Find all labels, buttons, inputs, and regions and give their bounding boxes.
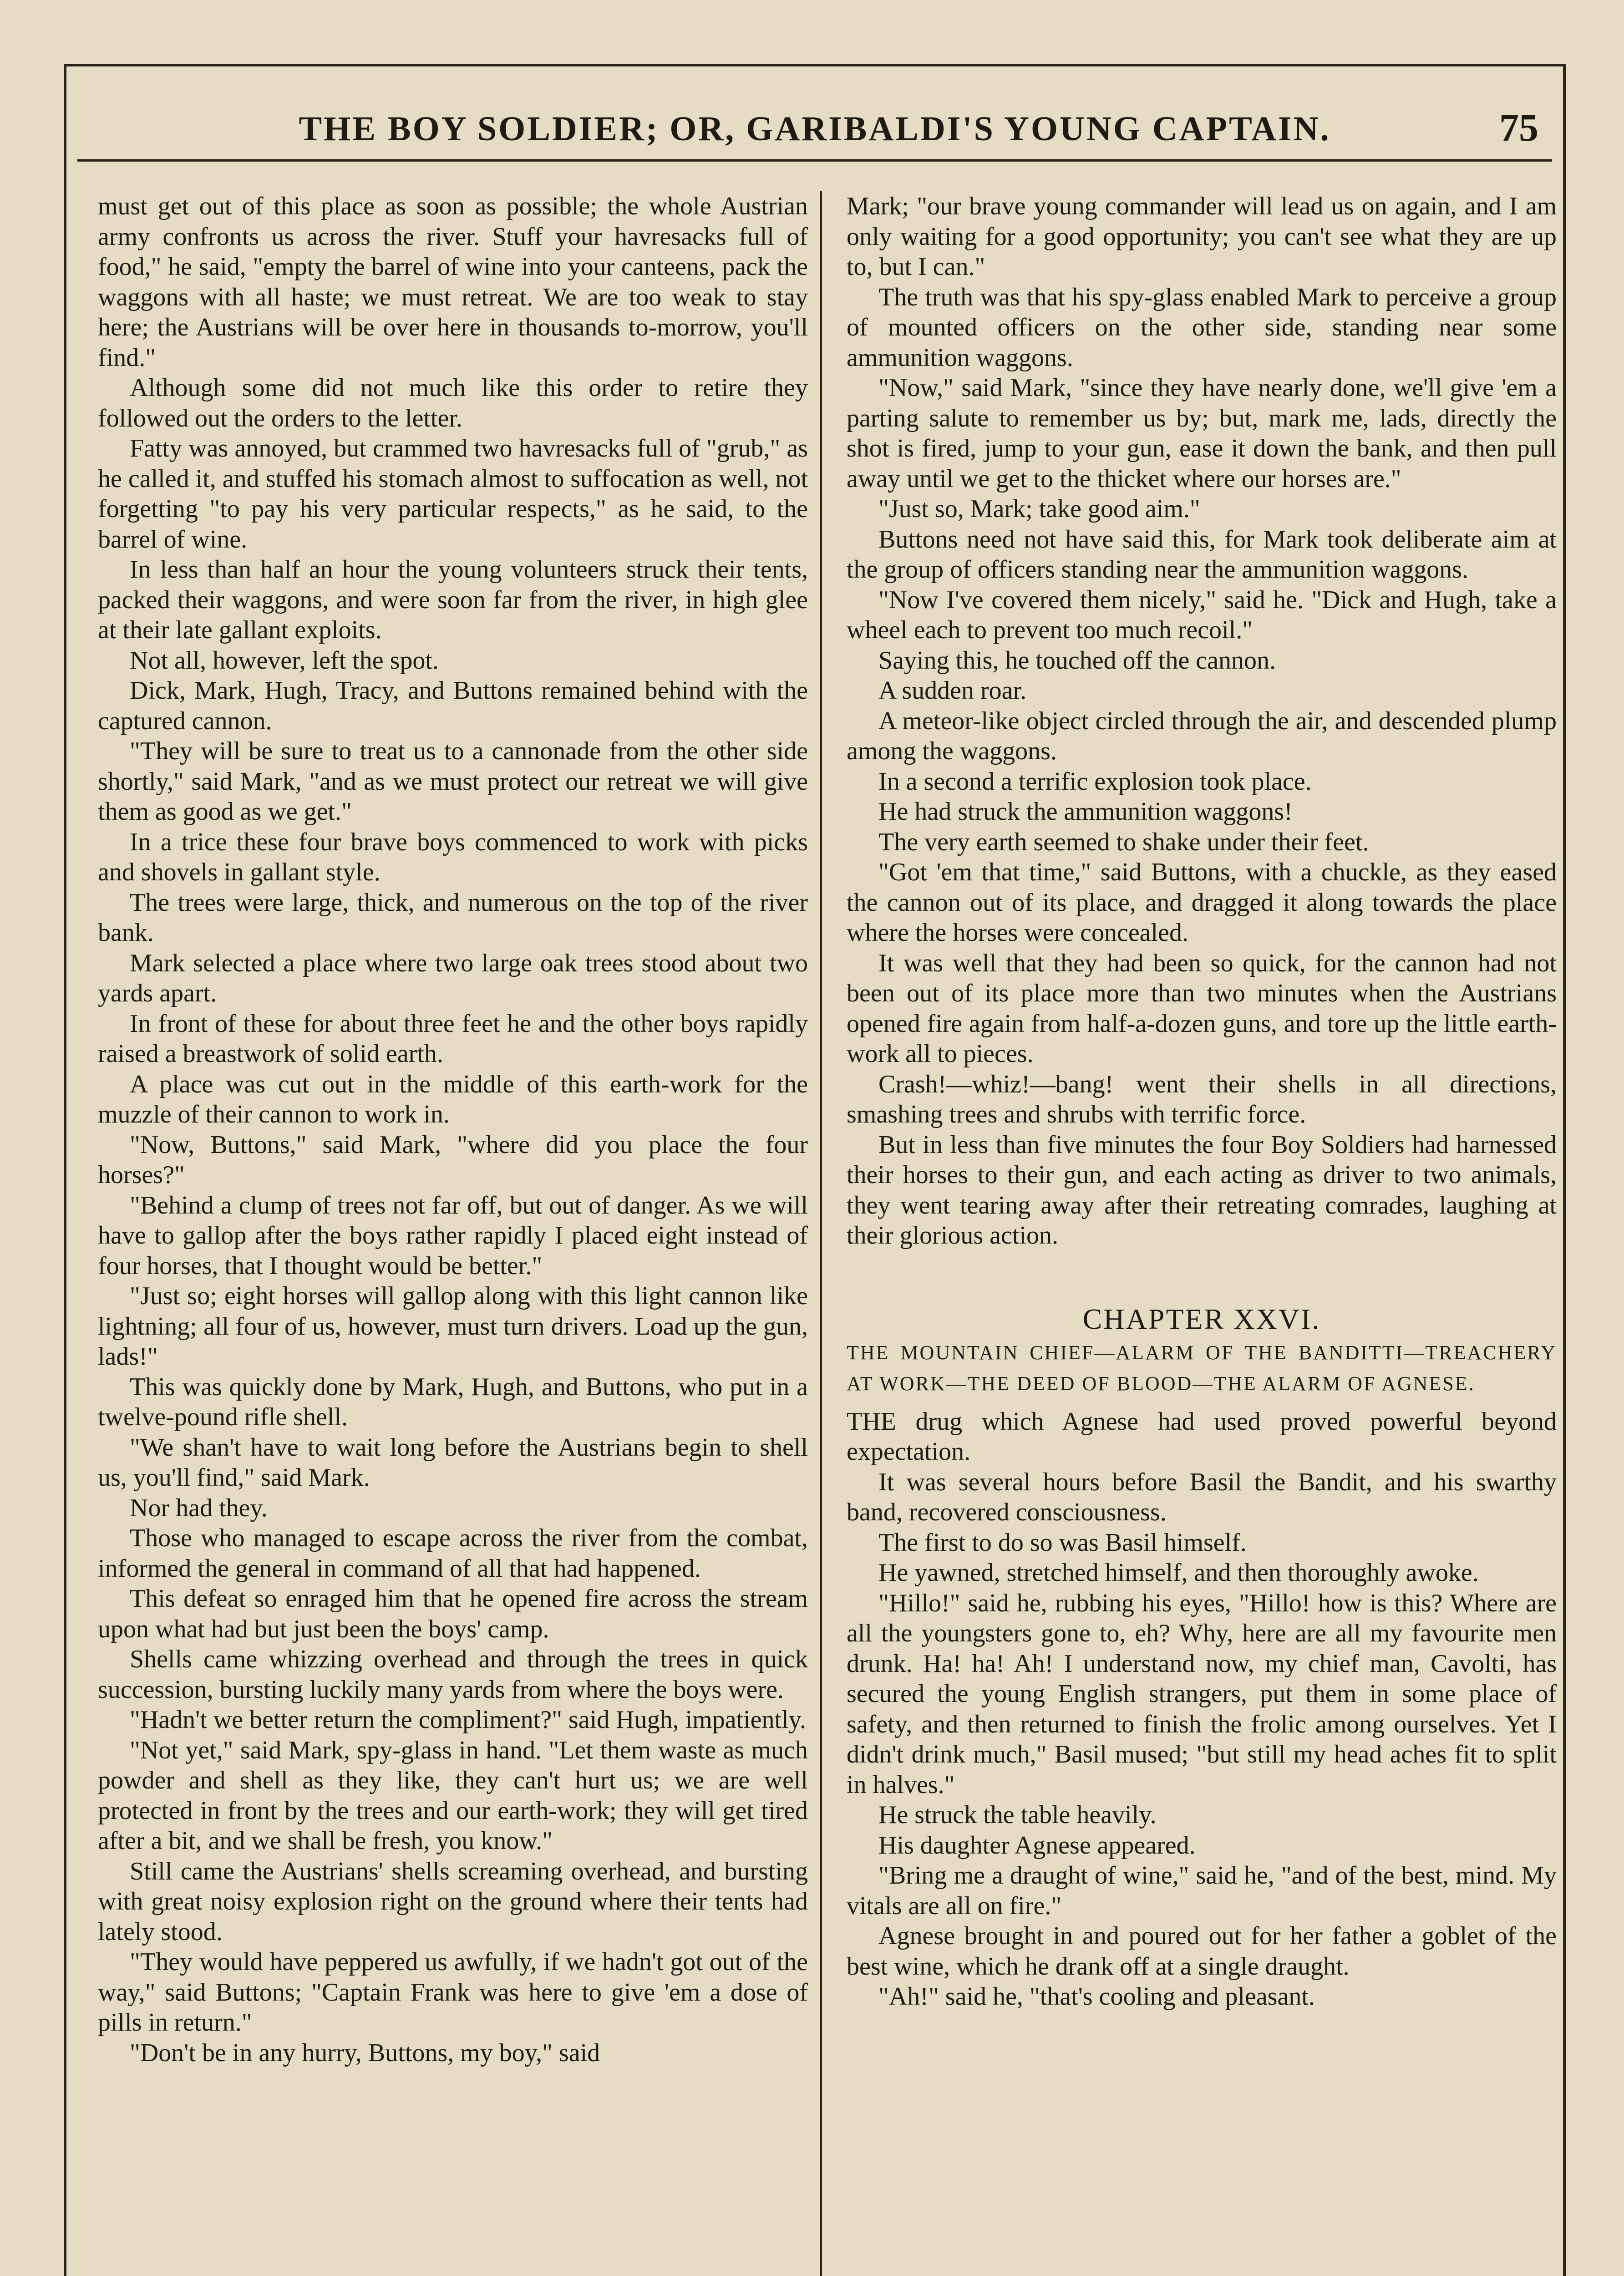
- paragraph: In less than half an hour the young volunteers struck their tents, packed their waggons, and were soon far from the river, in high glee at their late gallant exploits.: [98, 555, 808, 644]
- paragraph: The trees were large, thick, and numerous on the top of the river bank.: [98, 888, 808, 947]
- paragraph: Those who managed to escape across the river from the combat, informed the general in command of all that had happened.: [98, 1524, 808, 1583]
- paragraph: "They will be sure to treat us to a cannonade from the other side shortly," said Mark, "and as we must protect our retreat we will give them as good as we get.": [98, 737, 808, 826]
- column-rule: [820, 191, 822, 2276]
- paragraph: "Got 'em that time," said Buttons, with a chuckle, as they eased the cannon out of its place, and dragged it along towards the place where the horses were concealed.: [847, 858, 1557, 947]
- right-column: [847, 191, 1557, 2012]
- paragraph: "Now," said Mark, "since they have nearly done, we'll give 'em a parting salute to remember us by; but, mark me, lads, directly the shot is fired, jump to your gun, ease it down the bank, and then pull away until we get to the thicket where our horses are.": [847, 374, 1557, 493]
- paragraph: Agnese brought in and poured out for her father a goblet of the best wine, which he drank off at a single draught.: [847, 1922, 1557, 1981]
- paragraph: "Now, Buttons," said Mark, "where did you place the four horses?": [98, 1130, 808, 1189]
- paragraph: "Hadn't we better return the compliment?" said Hugh, impatiently.: [130, 1706, 806, 1734]
- paragraph: must get out of this place as soon as possible; the whole Austrian army confronts us across the river. Stuff your havresacks full of food," he said, "empty the barrel of wine into your canteens, pack the waggons with all haste; we must retreat. We are too weak to stay here; the Austrians will be over here in thousands to-morrow, you'll find.": [98, 192, 808, 372]
- paragraph: "Don't be in any hurry, Buttons, my boy," said: [130, 2038, 600, 2067]
- paragraph: Not all, however, left the spot.: [130, 646, 439, 675]
- paragraph: "They would have peppered us awfully, if we hadn't got out of the way," said Buttons; "Captain Frank was here to give 'em a dose of pills in return.": [98, 1948, 808, 2037]
- paragraph: He struck the table heavily.: [878, 1801, 1157, 1829]
- page-header: [77, 91, 1552, 162]
- paragraph: His daughter Agnese appeared.: [878, 1831, 1196, 1859]
- paragraph: This was quickly done by Mark, Hugh, and Buttons, who put in a twelve-pound rifle shell.: [98, 1372, 808, 1431]
- paragraph: THE drug which Agnese had used proved powerful beyond expectation.: [847, 1407, 1557, 1466]
- paragraph: Dick, Mark, Hugh, Tracy, and Buttons remained behind with the captured cannon.: [98, 676, 808, 735]
- paragraph: "Just so, Mark; take good aim.": [878, 495, 1200, 523]
- paragraph: A meteor-like object circled through the air, and descended plump among the waggons.: [847, 706, 1557, 765]
- paragraph: He yawned, stretched himself, and then thoroughly awoke.: [878, 1559, 1479, 1587]
- paragraph: Shells came whizzing overhead and through the trees in quick succession, bursting luckily many yards from where the boys were.: [98, 1645, 808, 1704]
- paragraph: The very earth seemed to shake under their feet.: [878, 828, 1369, 856]
- paragraph: Still came the Austrians' shells screaming overhead, and bursting with great noisy explosion right on the ground where their tents had lately stood.: [98, 1857, 808, 1946]
- paragraph: Saying this, he touched off the cannon.: [878, 646, 1276, 675]
- paragraph: A sudden roar.: [878, 676, 1027, 705]
- paragraph: Crash!—whiz!—bang! went their shells in all directions, smashing trees and shrubs with terrific force.: [847, 1070, 1557, 1128]
- paragraph: It was well that they had been so quick, for the cannon had not been out of its place more than two minutes when the Austrians opened fire again from half-a-dozen guns, and tore up the little earth-work all to pieces.: [847, 949, 1557, 1068]
- paragraph: "Hillo!" said he, rubbing his eyes, "Hillo! how is this? Where are all the youngsters gone to, eh? Why, here are all my favourite men drunk. Ha! ha! Ah! I understand now, my chief man, Cavolti, has secured the young English strangers, put them in some place of safety, and then returned to finish the frolic among ourselves. Yet I didn't drink much," Basil mused; "but still my head aches fit to split in halves.": [847, 1589, 1557, 1799]
- running-title: THE BOY SOLDIER; OR, GARIBALDI'S YOUNG CAPTAIN.: [299, 110, 1331, 148]
- paragraph: Mark; "our brave young commander will lead us on again, and I am only waiting for a good opportunity; you can't see what they are up to, but I can.": [847, 192, 1557, 281]
- paragraph: "Just so; eight horses will gallop along with this light cannon like lightning; all four of us, however, must turn drivers. Load up the gun, lads!": [98, 1282, 808, 1371]
- paragraph: "Behind a clump of trees not far off, but out of danger. As we will have to gallop after the boys rather rapidly I placed eight instead of four horses, that I thought would be better.": [98, 1191, 808, 1280]
- paragraph: The truth was that his spy-glass enabled Mark to perceive a group of mounted officers on the other side, standing near some ammunition waggons.: [847, 283, 1557, 372]
- paragraph: "Bring me a draught of wine," said he, "and of the best, mind. My vitals are all on fire.": [847, 1861, 1557, 1920]
- left-column: [98, 191, 808, 2068]
- paragraph: "Now I've covered them nicely," said he. "Dick and Hugh, take a wheel each to prevent too much recoil.": [847, 585, 1557, 644]
- paragraph: Buttons need not have said this, for Mark took deliberate aim at the group of officers standing near the ammunition waggons.: [847, 525, 1557, 584]
- chapter-heading: CHAPTER XXVI.: [1082, 1302, 1321, 1335]
- page-number: 75: [1499, 106, 1538, 149]
- paragraph: In front of these for about three feet he and the other boys rapidly raised a breastwork of solid earth.: [98, 1009, 808, 1068]
- paragraph: He had struck the ammunition waggons!: [878, 798, 1293, 826]
- paragraph: Mark selected a place where two large oak trees stood about two yards apart.: [98, 949, 808, 1007]
- paragraph: Nor had they.: [130, 1494, 268, 1522]
- paragraph: "We shan't have to wait long before the Austrians begin to shell us, you'll find," said Mark.: [98, 1433, 808, 1492]
- paragraph: The first to do so was Basil himself.: [878, 1528, 1247, 1557]
- paragraph: A place was cut out in the middle of this earth-work for the muzzle of their cannon to work in.: [98, 1070, 808, 1128]
- paragraph: This defeat so enraged him that he opened fire across the stream upon what had but just been the boys' camp.: [98, 1585, 808, 1643]
- paragraph: In a second a terrific explosion took place.: [878, 767, 1312, 796]
- paragraph: Although some did not much like this order to retire they followed out the orders to the letter.: [98, 374, 808, 432]
- paragraph: It was several hours before Basil the Bandit, and his swarthy band, recovered consciousness.: [847, 1468, 1557, 1526]
- chapter-subtitle: THE MOUNTAIN CHIEF—ALARM OF THE BANDITTI—TREACHERY AT WORK—THE DEED OF BLOOD—THE ALARM OF AGNESE.: [847, 1341, 1557, 1395]
- paragraph: But in less than five minutes the four Boy Soldiers had harnessed their horses to their gun, and each acting as driver to two animals, they went tearing away after their retreating comrades, laughing at their glorious action.: [847, 1130, 1557, 1250]
- paragraph: "Not yet," said Mark, spy-glass in hand. "Let them waste as much powder and shell as they like, they can't hurt us; we are well protected in front by the trees and our earth-work; they will get tired after a bit, and we shall be fresh, you know.": [98, 1736, 808, 1855]
- paragraph: In a trice these four brave boys commenced to work with picks and shovels in gallant style.: [98, 828, 808, 886]
- paragraph: Fatty was annoyed, but crammed two havresacks full of "grub," as he called it, and stuffed his stomach almost to suffocation as well, not forgetting "to pay his very particular respects," as he said, to the barrel of wine.: [98, 434, 808, 554]
- paragraph: "Ah!" said he, "that's cooling and pleasant.: [878, 1982, 1315, 2011]
